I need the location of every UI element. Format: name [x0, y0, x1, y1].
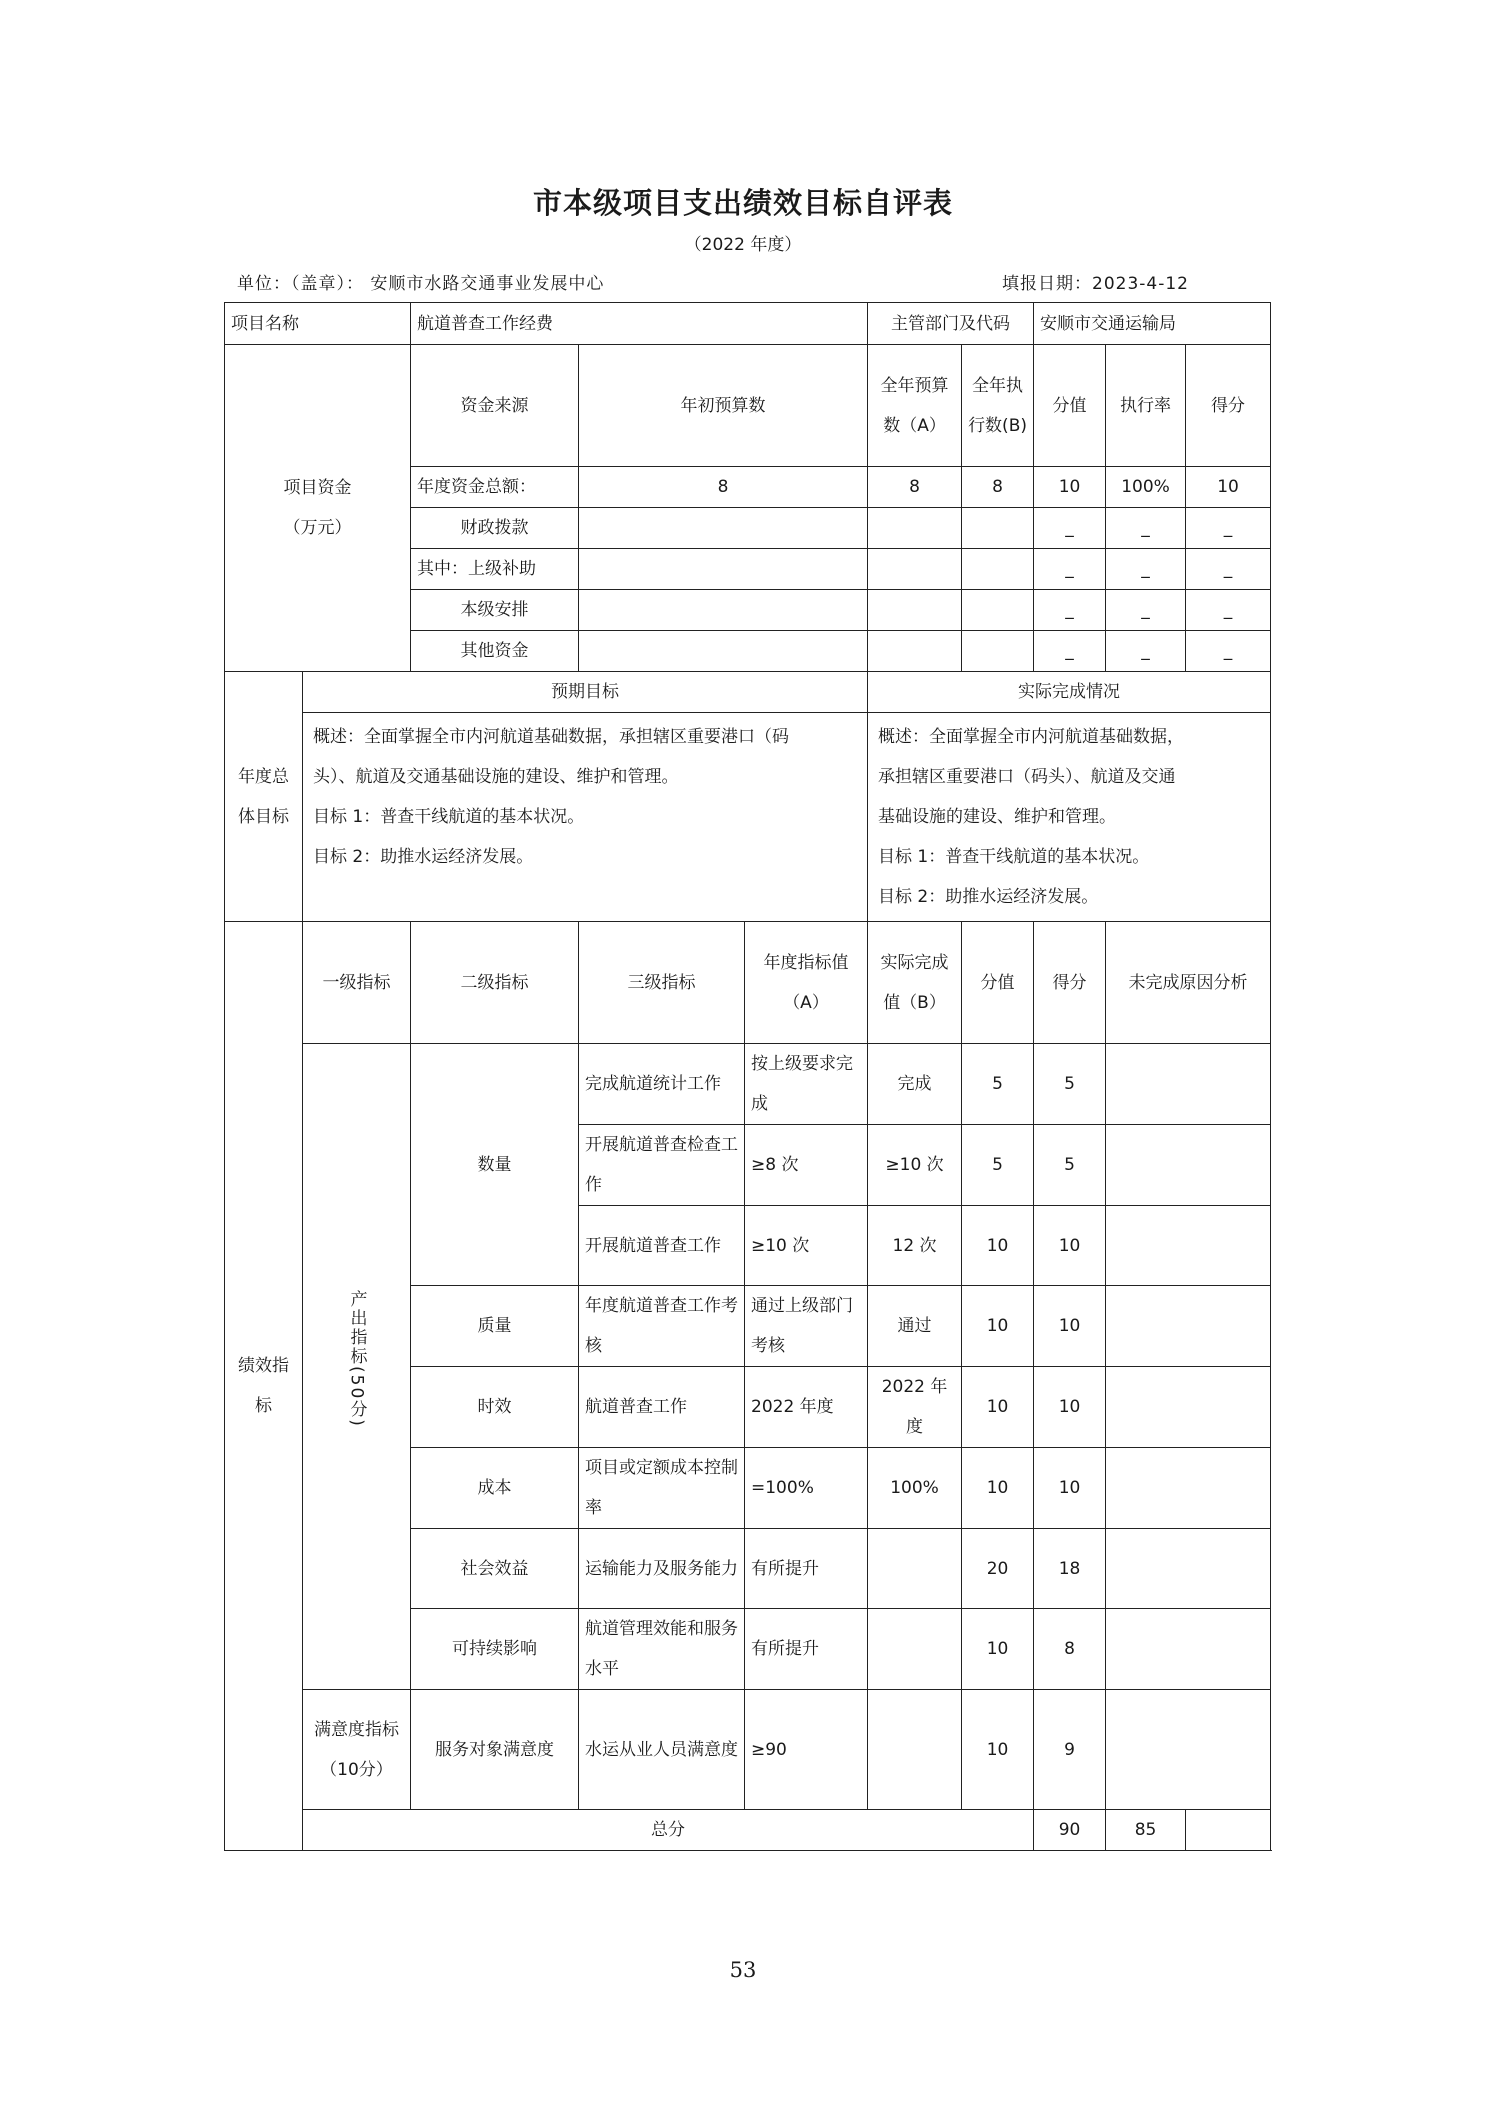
- funds-rate: _: [1106, 549, 1186, 590]
- ind-reason: [1106, 1125, 1271, 1206]
- funds-source: 其他资金: [411, 631, 579, 672]
- output-indicator-text: 产出指标(50分): [346, 1290, 367, 1428]
- total-reason: [1186, 1810, 1271, 1851]
- ind-score: 10: [1034, 1367, 1106, 1448]
- ind-reason: [1106, 1206, 1271, 1286]
- funds-source: 其中：上级补助: [411, 549, 579, 590]
- funds-rate: 100%: [1106, 467, 1186, 508]
- funds-header-score: 得分: [1186, 345, 1271, 467]
- ind-target: 有所提升: [745, 1609, 868, 1690]
- ind-header-score: 得分: [1034, 922, 1106, 1044]
- funds-initial: [579, 631, 868, 672]
- ind-level3: 航道普查工作: [579, 1367, 745, 1448]
- ind-actual: [868, 1609, 962, 1690]
- funds-score: _: [1186, 590, 1271, 631]
- funds-value: _: [1034, 508, 1106, 549]
- dept-label: 主管部门及代码: [868, 303, 1034, 345]
- ind-score: 9: [1034, 1690, 1106, 1810]
- funds-value: _: [1034, 549, 1106, 590]
- ind-level2: 服务对象满意度: [411, 1690, 579, 1810]
- funds-initial: [579, 590, 868, 631]
- ind-reason: [1106, 1609, 1271, 1690]
- ind-header-target: 年度指标值（A）: [745, 922, 868, 1044]
- ind-actual: 完成: [868, 1044, 962, 1125]
- table-row: [225, 1690, 1271, 1810]
- funds-value: _: [1034, 631, 1106, 672]
- ind-target: 有所提升: [745, 1529, 868, 1609]
- ind-reason: [1106, 1044, 1271, 1125]
- table-row: [225, 1044, 1271, 1125]
- satisfaction-indicator-label: 满意度指标（10分）: [303, 1690, 411, 1810]
- ind-target: 按上级要求完成: [745, 1044, 868, 1125]
- ind-header-level1: 一级指标: [303, 922, 411, 1044]
- goal-line: 承担辖区重要港口（码头）、航道及交通: [878, 767, 1176, 787]
- fill-date: 填报日期：2023-4-12: [1002, 274, 1189, 294]
- funds-executed: [962, 549, 1034, 590]
- ind-target: ≥8 次: [745, 1125, 868, 1206]
- ind-score: 10: [1034, 1448, 1106, 1529]
- ind-value: 5: [962, 1044, 1034, 1125]
- funds-value: _: [1034, 590, 1106, 631]
- funds-rate: _: [1106, 631, 1186, 672]
- ind-actual: 100%: [868, 1448, 962, 1529]
- goal-line: 基础设施的建设、维护和管理。: [878, 807, 1117, 827]
- ind-actual: 通过: [868, 1286, 962, 1367]
- report-year: （2022 年度）: [684, 235, 802, 255]
- ind-value: 10: [962, 1206, 1034, 1286]
- evaluation-table: [224, 302, 1271, 1851]
- unit-line: 单位：（盖章）： 安顺市水路交通事业发展中心: [237, 274, 605, 294]
- ind-level3: 开展航道普查检查工作: [579, 1125, 745, 1206]
- funds-executed: [962, 590, 1034, 631]
- project-row: [225, 303, 1271, 345]
- indicators-header-row: [225, 922, 1271, 1044]
- ind-actual: 12 次: [868, 1206, 962, 1286]
- ind-reason: [1106, 1529, 1271, 1609]
- goals-actual-header: 实际完成情况: [868, 672, 1271, 713]
- funds-header-row: [225, 345, 1271, 467]
- ind-level3: 水运从业人员满意度: [579, 1690, 745, 1810]
- funds-executed: [962, 508, 1034, 549]
- funds-initial: [579, 508, 868, 549]
- funds-header-source: 资金来源: [411, 345, 579, 467]
- page-number: 53: [729, 1958, 757, 1982]
- goals-actual: [868, 713, 1271, 922]
- funds-rate: _: [1106, 508, 1186, 549]
- ind-target: 2022 年度: [745, 1367, 868, 1448]
- ind-score: 5: [1034, 1044, 1106, 1125]
- ind-level2: 质量: [411, 1286, 579, 1367]
- ind-score: 18: [1034, 1529, 1106, 1609]
- funds-score: _: [1186, 549, 1271, 590]
- funds-budget: 8: [868, 467, 962, 508]
- ind-score: 5: [1034, 1125, 1106, 1206]
- funds-budget: [868, 508, 962, 549]
- ind-level2: 成本: [411, 1448, 579, 1529]
- funds-budget: [868, 590, 962, 631]
- funds-budget: [868, 549, 962, 590]
- goals-expected: [303, 713, 868, 922]
- ind-value: 10: [962, 1448, 1034, 1529]
- funds-score: _: [1186, 631, 1271, 672]
- ind-actual: [868, 1529, 962, 1609]
- ind-target: ≥10 次: [745, 1206, 868, 1286]
- funds-header-executed: 全年执行数(B): [962, 345, 1034, 467]
- goals-expected-header: 预期目标: [303, 672, 868, 713]
- funds-initial: 8: [579, 467, 868, 508]
- ind-reason: [1106, 1286, 1271, 1367]
- funds-executed: 8: [962, 467, 1034, 508]
- ind-actual: ≥10 次: [868, 1125, 962, 1206]
- funds-header-budget: 全年预算数（A）: [868, 345, 962, 467]
- dept-value: 安顺市交通运输局: [1034, 303, 1271, 345]
- funds-source: 财政拨款: [411, 508, 579, 549]
- ind-header-value: 分值: [962, 922, 1034, 1044]
- ind-level3: 航道管理效能和服务水平: [579, 1609, 745, 1690]
- ind-reason: [1106, 1690, 1271, 1810]
- ind-score: 10: [1034, 1206, 1106, 1286]
- ind-actual: [868, 1690, 962, 1810]
- goal-line: 目标 1：普查干线航道的基本状况。: [313, 807, 585, 827]
- ind-value: 5: [962, 1125, 1034, 1206]
- total-label: 总分: [303, 1810, 1034, 1851]
- ind-level3: 年度航道普查工作考核: [579, 1286, 745, 1367]
- total-row: [225, 1810, 1271, 1851]
- funds-source: 年度资金总额：: [411, 467, 579, 508]
- ind-level3: 运输能力及服务能力: [579, 1529, 745, 1609]
- page-title: 市本级项目支出绩效目标自评表: [532, 186, 953, 220]
- funds-header-initial: 年初预算数: [579, 345, 868, 467]
- funds-score: 10: [1186, 467, 1271, 508]
- total-value: 90: [1034, 1810, 1106, 1851]
- ind-level3: 开展航道普查工作: [579, 1206, 745, 1286]
- ind-target: =100%: [745, 1448, 868, 1529]
- funds-source: 本级安排: [411, 590, 579, 631]
- ind-reason: [1106, 1448, 1271, 1529]
- ind-reason: [1106, 1367, 1271, 1448]
- funds-executed: [962, 631, 1034, 672]
- goal-line: 概述：全面掌握全市内河航道基础数据，: [878, 727, 1185, 747]
- ind-header-level2: 二级指标: [411, 922, 579, 1044]
- ind-value: 10: [962, 1367, 1034, 1448]
- output-indicator-label: [303, 1044, 411, 1690]
- funds-header-rate: 执行率: [1106, 345, 1186, 467]
- ind-actual: 2022 年度: [868, 1367, 962, 1448]
- ind-level2: 时效: [411, 1367, 579, 1448]
- project-name-value: 航道普查工作经费: [411, 303, 868, 345]
- ind-score: 8: [1034, 1609, 1106, 1690]
- ind-level2: 可持续影响: [411, 1609, 579, 1690]
- ind-value: 10: [962, 1609, 1034, 1690]
- ind-header-actual: 实际完成值（B）: [868, 922, 962, 1044]
- funds-score: _: [1186, 508, 1271, 549]
- ind-level2: 社会效益: [411, 1529, 579, 1609]
- goal-line: 目标 2：助推水运经济发展。: [878, 887, 1099, 907]
- ind-target: 通过上级部门考核: [745, 1286, 868, 1367]
- total-score: 85: [1106, 1810, 1186, 1851]
- ind-header-level3: 三级指标: [579, 922, 745, 1044]
- goal-line: 目标 2：助推水运经济发展。: [313, 847, 534, 867]
- funds-rate: _: [1106, 590, 1186, 631]
- ind-target: ≥90: [745, 1690, 868, 1810]
- goals-section-label: 年度总体目标: [225, 672, 303, 922]
- ind-score: 10: [1034, 1286, 1106, 1367]
- funds-budget: [868, 631, 962, 672]
- goals-content-row: [225, 713, 1271, 922]
- goal-line: 概述：全面掌握全市内河航道基础数据，承担辖区重要港口（码: [313, 727, 789, 747]
- project-name-label: 项目名称: [225, 303, 411, 345]
- funds-header-value: 分值: [1034, 345, 1106, 467]
- goal-line: 目标 1：普查干线航道的基本状况。: [878, 847, 1150, 867]
- ind-level3: 项目或定额成本控制率: [579, 1448, 745, 1529]
- ind-value: 10: [962, 1286, 1034, 1367]
- ind-header-reason: 未完成原因分析: [1106, 922, 1271, 1044]
- funds-section-label: [225, 345, 411, 672]
- ind-level2: 数量: [411, 1044, 579, 1286]
- funds-label-line-1: 项目资金: [283, 478, 352, 498]
- funds-label-line-2: （万元）: [283, 518, 352, 538]
- indicators-section-label: 绩效指标: [225, 922, 303, 1851]
- goals-header-row: [225, 672, 1271, 713]
- funds-value: 10: [1034, 467, 1106, 508]
- ind-level3: 完成航道统计工作: [579, 1044, 745, 1125]
- funds-initial: [579, 549, 868, 590]
- ind-value: 20: [962, 1529, 1034, 1609]
- goal-line: 头）、航道及交通基础设施的建设、维护和管理。: [313, 767, 679, 787]
- ind-value: 10: [962, 1690, 1034, 1810]
